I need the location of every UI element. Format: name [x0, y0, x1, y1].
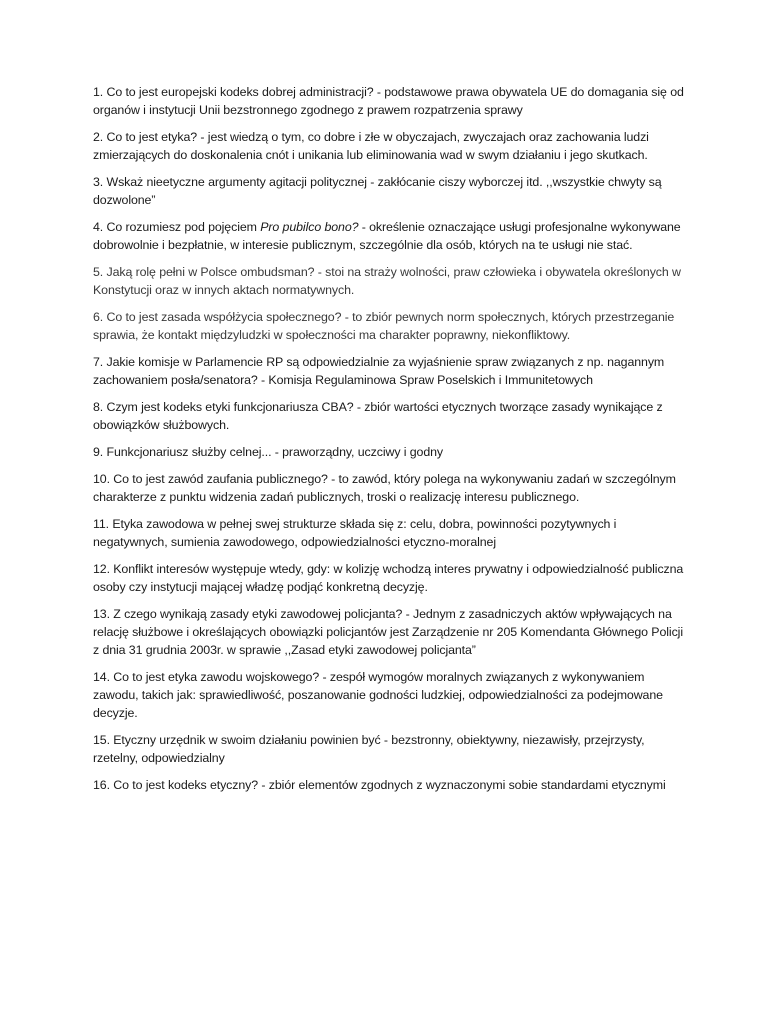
answer-text: - stoi na straży wolności, praw człowieka i obywatela określonych w Konstytucji oraz w innych aktach normatywnych.: [93, 265, 681, 297]
qa-list: [93, 83, 684, 794]
question-text: 16. Co to jest kodeks etyczny?: [93, 778, 259, 792]
qa-item: [93, 515, 684, 551]
qa-item: [93, 668, 684, 722]
answer-text: - Komisja Regulaminowa Spraw Poselskich i Immunitetowych: [257, 373, 593, 387]
question-text: 7. Jakie komisje w Parlamencie RP są odpowiedzialnie za wyjaśnienie spraw związanych z np. nagannym zachowaniem posła/senatora?: [93, 355, 665, 387]
qa-item: [93, 173, 684, 209]
qa-item: [93, 605, 684, 659]
question-text: 15. Etyczny urzędnik w swoim działaniu powinien być: [93, 733, 381, 747]
answer-text: - praworządny, uczciwy i godny: [271, 445, 444, 459]
qa-item: [93, 776, 684, 794]
question-text: 6. Co to jest zasada współżycia społecznego? -: [93, 310, 349, 324]
qa-item: [93, 470, 684, 506]
qa-item: [93, 443, 684, 461]
answer-text: - zbiór elementów zgodnych z wyznaczonymi sobie standardami etycznymi: [258, 778, 666, 792]
answer-text: - zespół wymogów moralnych związanych z wykonywaniem zawodu, takich jak: sprawiedliwość, poszanowanie godności ludzkiej, odpowiedzialności za podejmowane decyzje.: [93, 670, 663, 720]
latin-term: Pro pubilco bono?: [260, 220, 359, 234]
answer-text: - bezstronny, obiektywny, niezawisły, przejrzysty, rzetelny, odpowiedzialny: [93, 733, 645, 765]
question-text: 3. Wskaż nieetyczne argumenty agitacji politycznej: [93, 175, 367, 189]
qa-item: [93, 308, 684, 344]
question-text: 4. Co rozumiesz pod pojęciem: [93, 220, 261, 234]
qa-item: [93, 398, 684, 434]
answer-text: celu, dobra, powinności pozytywnych i negatywnych, sumienia zawodowego, odpowiedzialności etyczno-moralnej: [93, 517, 617, 549]
question-text: 12. Konflikt interesów występuje wtedy, gdy:: [93, 562, 331, 576]
qa-item: [93, 731, 684, 767]
answer-text: - Jednym z zasadniczych aktów wpływających na relację służbowe i określających obowiązki policjantów jest Zarządzenie nr 205 Komendanta Głównego Policji z dnia 31 grudnia 2003r. w sprawie ,,Zasad etyki zawodowej policjanta”: [93, 607, 683, 657]
answer-text: - zakłócanie ciszy wyborczej itd. ,,wszystkie chwyty są dozwolone”: [93, 175, 662, 207]
answer-text: - to zawód, który polega na wykonywaniu zadań w szczególnym charakterze z punktu widzenia zadań publicznych, troski o realizację interesu publicznego.: [93, 472, 676, 504]
question-text: 14. Co to jest etyka zawodu wojskowego?: [93, 670, 320, 684]
answer-text: - jest wiedzą o tym, co dobre i złe w obyczajach, zwyczajach oraz zachowania ludzi zmierzających do doskonalenia cnót i unikania lub eliminowania wad w swym działaniu i jego skutkach.: [93, 130, 649, 162]
qa-item: [93, 83, 684, 119]
qa-item: [93, 353, 684, 389]
question-text: 8. Czym jest kodeks etyki funkcjonariusza CBA?: [93, 400, 354, 414]
question-text: 9. Funkcjonariusz służby celnej...: [93, 445, 272, 459]
question-text: 10. Co to jest zawód zaufania publicznego?: [93, 472, 328, 486]
answer-text: - podstawowe prawa obywatela UE do domagania się od organów i instytucji Unii bezstronnego zgodnego z prawem rozpatrzenia sprawy: [93, 85, 684, 117]
answer-text: w kolizję wchodzą interes prywatny i odpowiedzialność publiczna osoby czy instytucji mającej władzę podjąć konkretną decyzję.: [93, 562, 684, 594]
answer-text: - zbiór wartości etycznych tworzące zasady wynikające z obowiązków służbowych.: [93, 400, 663, 432]
question-text: 13. Z czego wynikają zasady etyki zawodowej policjanta?: [93, 607, 403, 621]
question-text: 11. Etyka zawodowa w pełnej swej strukturze składa się z:: [93, 517, 407, 531]
qa-item: [93, 218, 684, 254]
qa-item: [93, 263, 684, 299]
qa-item: [93, 560, 684, 596]
question-text: 1. Co to jest europejski kodeks dobrej administracji?: [93, 85, 374, 99]
answer-text: - określenie oznaczające usługi profesjonalne wykonywane dobrowolnie i bezpłatnie, w interesie publicznym, szczególnie dla osób, których na te usługi nie stać.: [93, 220, 681, 252]
question-text: 5. Jaką rolę pełni w Polsce ombudsman?: [93, 265, 315, 279]
answer-text: to zbiór pewnych norm społecznych, których przestrzeganie sprawia, że kontakt międzyludzki w społeczności ma charakter poprawny, niekonfliktowy.: [93, 310, 675, 342]
question-text: 2. Co to jest etyka?: [93, 130, 198, 144]
qa-item: [93, 128, 684, 164]
